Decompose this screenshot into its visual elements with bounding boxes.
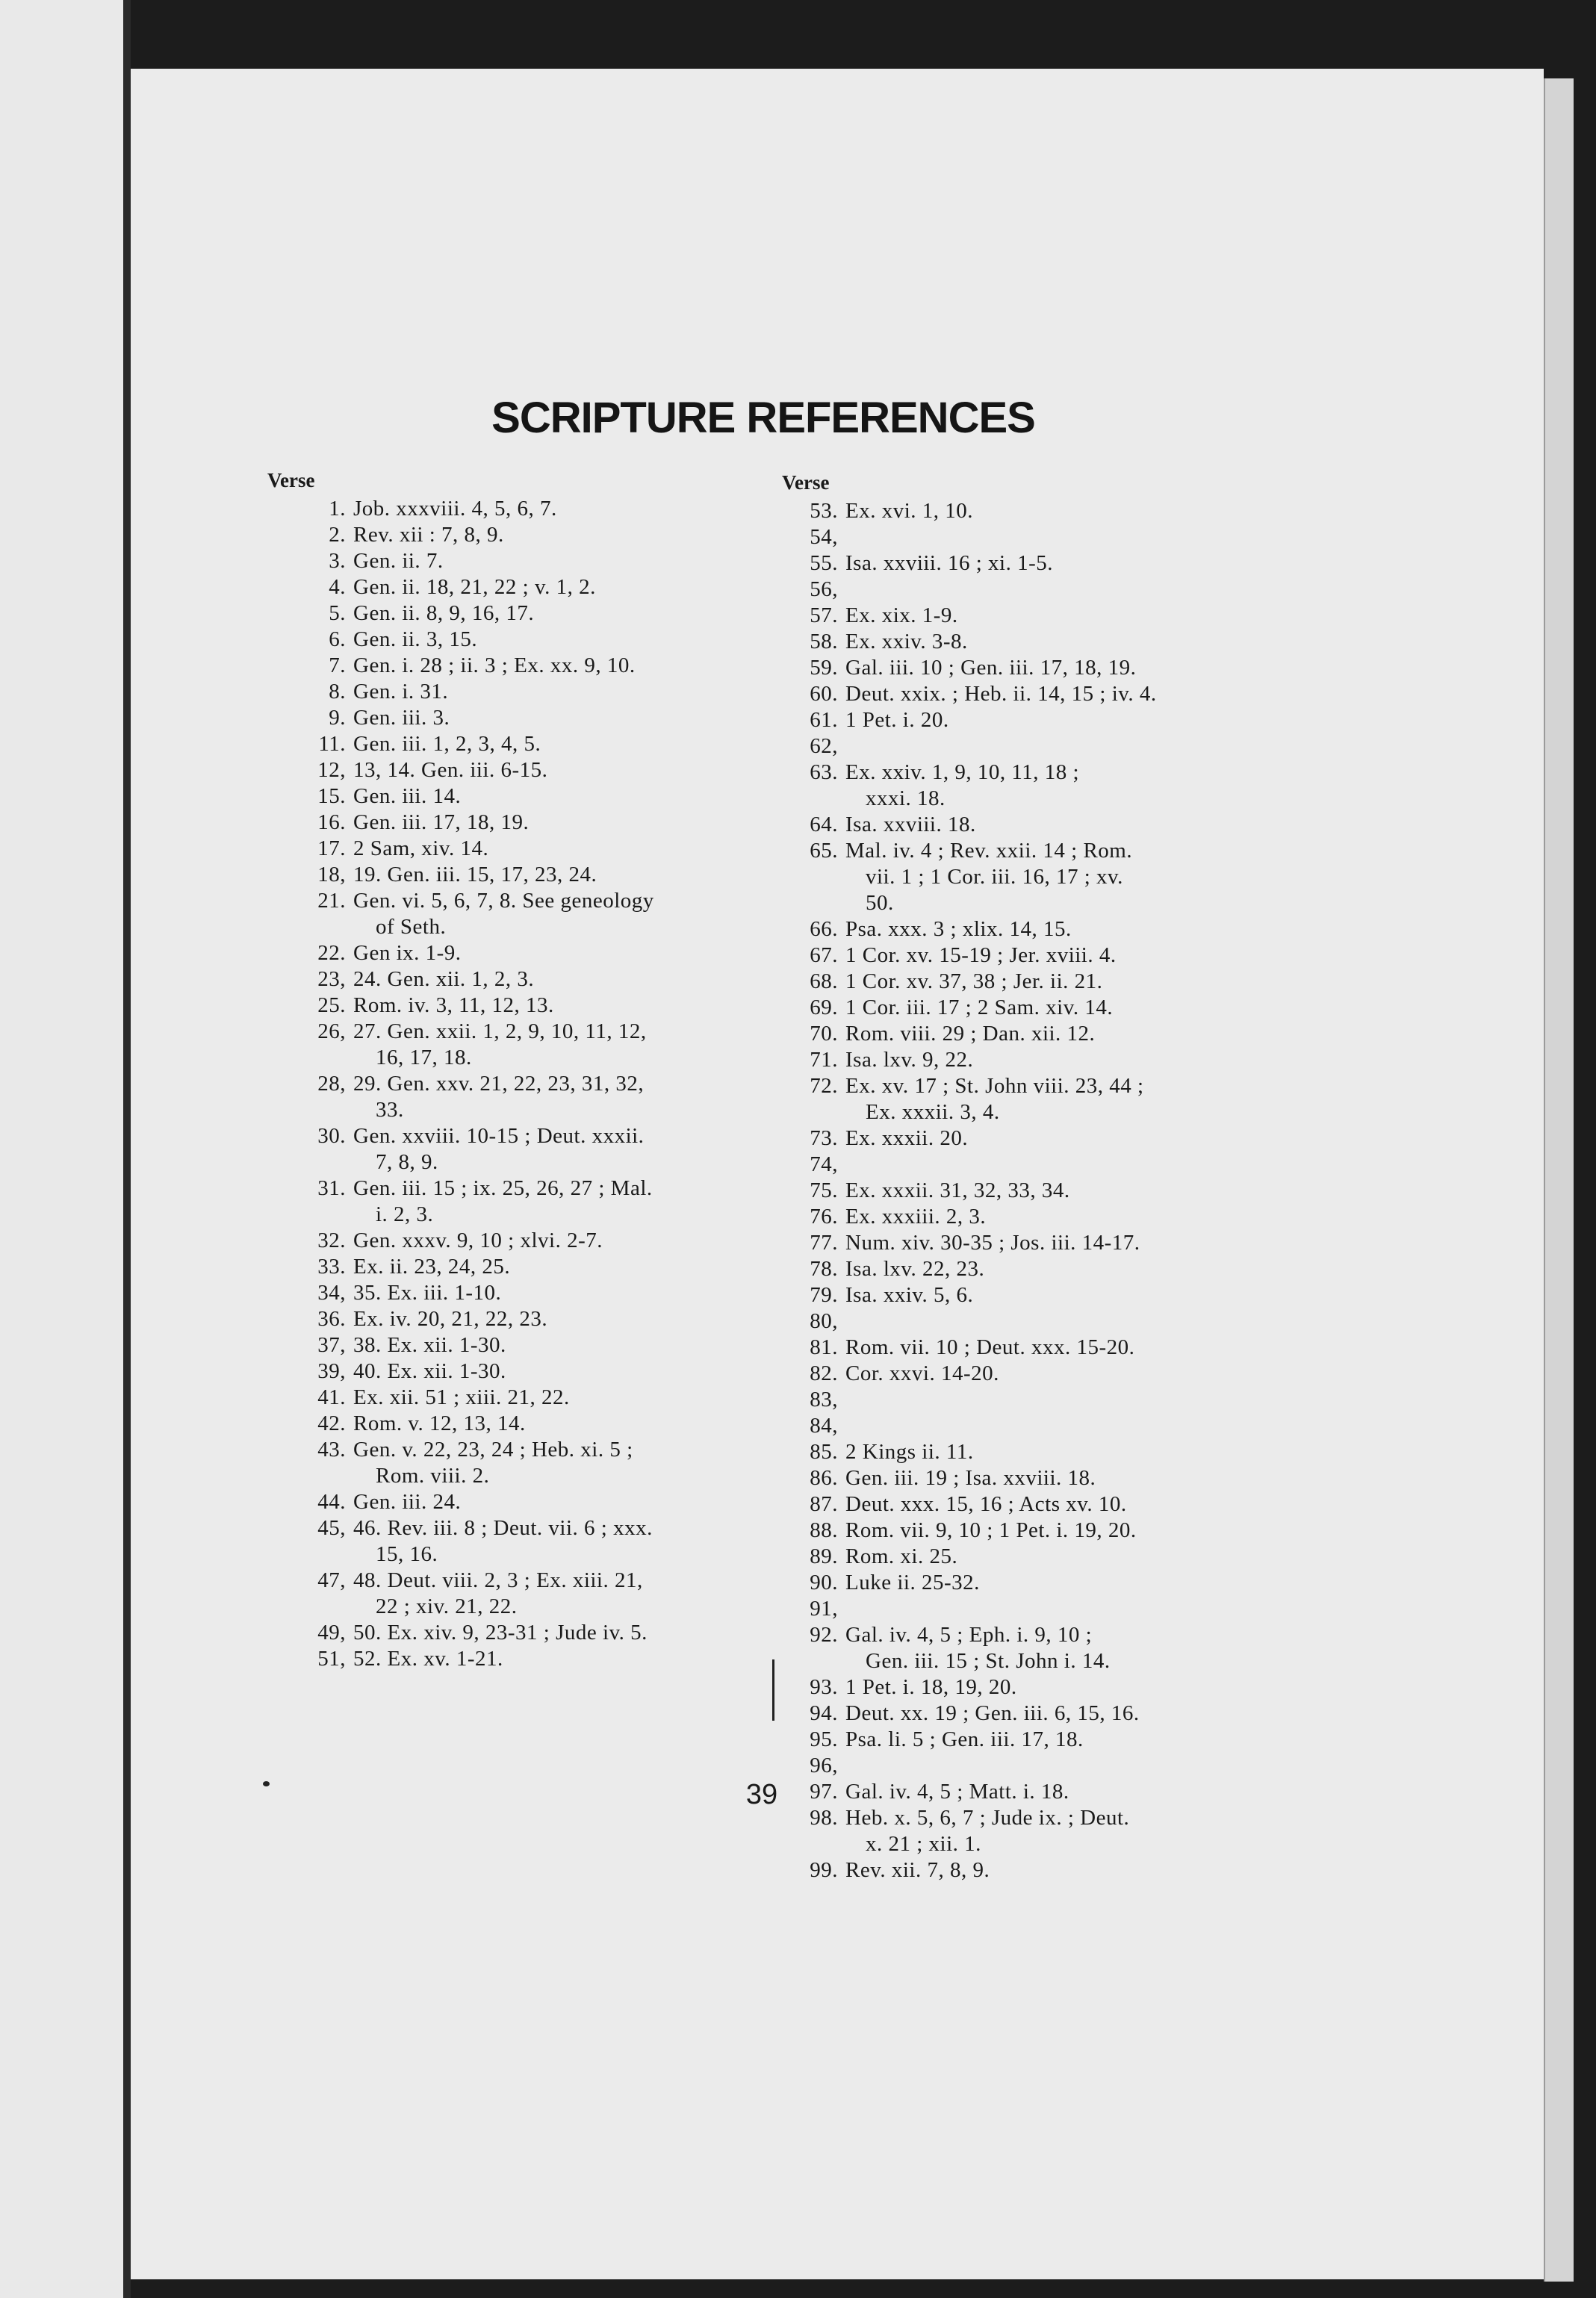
reference-entry (782, 498, 1290, 524)
reference-entry (267, 862, 753, 888)
verse-number: 30. (317, 1124, 346, 1148)
verse-number: 2. (329, 523, 346, 547)
reference-text: Isa. lxv. 9, 22. (845, 1048, 974, 1072)
verse-number: 3. (329, 549, 346, 573)
verse-number: 53. (810, 499, 838, 523)
reference-entry (782, 1674, 1290, 1701)
reference-text: 1 Cor. xv. 37, 38 ; Jer. ii. 21. (845, 969, 1103, 993)
reference-entry (782, 812, 1290, 838)
verse-number: 73. (810, 1126, 838, 1150)
reference-text: Gen. vi. 5, 6, 7, 8. See geneology (353, 889, 654, 913)
reference-text: Gal. iv. 4, 5 ; Eph. i. 9, 10 ; (845, 1623, 1093, 1647)
reference-text: Cor. xxvi. 14-20. (845, 1361, 999, 1385)
page-title: SCRIPTURE REFERENCES (491, 394, 1035, 442)
verse-number: 37, (317, 1333, 346, 1357)
reference-entry (267, 940, 753, 966)
reference-entry (267, 1358, 753, 1385)
reference-entry (782, 1308, 1290, 1361)
verse-number: 56, 57. (810, 577, 838, 627)
verse-number: 11. (318, 732, 346, 756)
reference-continuation: x. 21 ; xii. 1. (866, 1832, 981, 1856)
reference-text: 38. Ex. xii. 1-30. (353, 1333, 506, 1357)
reference-entry (782, 916, 1290, 943)
reference-text: Gen. ii. 18, 21, 22 ; v. 1, 2. (353, 575, 596, 599)
reference-entry (782, 1230, 1290, 1256)
reference-entry (267, 705, 753, 731)
reference-entry (267, 783, 753, 810)
reference-text: Gen. xxxv. 9, 10 ; xlvi. 2-7. (353, 1229, 603, 1252)
reference-entry (782, 1491, 1290, 1518)
verse-number: 70. (810, 1022, 838, 1046)
reference-entry (782, 1727, 1290, 1753)
verse-number: 31. (317, 1176, 346, 1200)
page-number: 39 (745, 1779, 778, 1810)
reference-entry (782, 1361, 1290, 1387)
verse-number: 26, (317, 1019, 346, 1043)
reference-continuation: Rom. viii. 2. (376, 1464, 490, 1488)
verse-number: 45, (317, 1516, 346, 1540)
reference-text: Gen. iii. 3. (353, 706, 450, 730)
page-right-edge (1544, 78, 1574, 2282)
reference-text: Gen. iii. 19 ; Isa. xxviii. 18. (845, 1466, 1096, 1490)
reference-text: Gen. ii. 8, 9, 16, 17. (353, 601, 535, 625)
reference-entry (782, 1282, 1290, 1308)
verse-number: 60. (810, 682, 838, 706)
reference-continuation: i. 2, 3. (376, 1202, 434, 1226)
reference-text: Ex. xv. 17 ; St. John viii. 23, 44 ; (845, 1074, 1144, 1098)
verse-number: 82. (810, 1361, 838, 1385)
reference-text: Gen. xxviii. 10-15 ; Deut. xxxii. (353, 1124, 645, 1148)
verse-number: 71. (810, 1048, 838, 1072)
reference-entry (782, 1387, 1290, 1465)
reference-continuation: 16, 17, 18. (376, 1046, 472, 1069)
reference-entry (267, 1515, 753, 1568)
reference-entry (782, 707, 1290, 733)
reference-entry (267, 1176, 753, 1228)
reference-text: Rev. xii. 7, 8, 9. (845, 1858, 990, 1882)
reference-text: 2 Kings ii. 11. (845, 1440, 974, 1464)
left-entries-list (267, 496, 753, 1672)
reference-entry (782, 995, 1290, 1021)
reference-entry (782, 577, 1290, 629)
reference-text: Gen. ii. 7. (353, 549, 444, 573)
reference-text: Isa. xxviii. 18. (845, 813, 976, 836)
verse-number: 89. (810, 1544, 838, 1568)
verse-number: 41. (317, 1385, 346, 1409)
reference-text: 2 Sam, xiv. 14. (353, 836, 489, 860)
verse-number: 6. (329, 627, 346, 651)
reference-text: Deut. xxx. 15, 16 ; Acts xv. 10. (845, 1492, 1127, 1516)
reference-text: Isa. lxv. 22, 23. (845, 1257, 985, 1281)
reference-text: 19. Gen. iii. 15, 17, 23, 24. (353, 863, 597, 886)
reference-text: 1 Pet. i. 20. (845, 708, 949, 732)
reference-entry (782, 1570, 1290, 1596)
verse-number: 99. (810, 1858, 838, 1882)
reference-text: Rom. vii. 9, 10 ; 1 Pet. i. 19, 20. (845, 1518, 1137, 1542)
reference-entry (782, 1857, 1290, 1884)
reference-text: Ex. xxxiii. 2, 3. (845, 1205, 987, 1229)
reference-entry (782, 838, 1290, 916)
left-page-edge (0, 0, 131, 2298)
reference-entry (782, 1073, 1290, 1125)
reference-entry (267, 1568, 753, 1620)
reference-text: Gen. iii. 17, 18, 19. (353, 810, 530, 834)
reference-text: Luke ii. 25-32. (845, 1571, 980, 1594)
reference-entry (267, 574, 753, 600)
verse-number: 61. (810, 708, 838, 732)
verse-number: 15. (317, 784, 346, 808)
reference-text: Psa. xxx. 3 ; xlix. 14, 15. (845, 917, 1072, 941)
verse-number: 17. (317, 836, 346, 860)
reference-entry (267, 496, 753, 522)
reference-entry (267, 757, 753, 783)
reference-text: Gal. iv. 4, 5 ; Matt. i. 18. (845, 1780, 1069, 1804)
verse-number: 94. (810, 1701, 838, 1725)
verse-number: 8. (329, 680, 346, 704)
reference-entry (267, 1228, 753, 1254)
reference-entry (267, 966, 753, 993)
reference-entry (267, 1019, 753, 1071)
reference-text: 24. Gen. xii. 1, 2, 3. (353, 967, 535, 991)
margin-rule (772, 1659, 774, 1721)
verse-number: 9. (329, 706, 346, 730)
reference-text: 29. Gen. xxv. 21, 22, 23, 31, 32, (353, 1072, 645, 1096)
print-speck (263, 1781, 270, 1786)
verse-number: 18, (317, 863, 346, 886)
reference-text: Rom. vii. 10 ; Deut. xxx. 15-20. (845, 1335, 1135, 1359)
reference-continuation: 33. (376, 1098, 404, 1122)
verse-number: 65. (810, 839, 838, 863)
reference-entry (267, 810, 753, 836)
reference-text: Ex. xix. 1-9. (845, 603, 958, 627)
reference-entry (782, 1204, 1290, 1230)
left-column-heading: Verse (267, 469, 315, 491)
verse-number: 86. (810, 1466, 838, 1490)
verse-number: 91, 92. (810, 1597, 838, 1647)
verse-number: 83, 84, 85. (810, 1388, 838, 1464)
reference-entry (267, 993, 753, 1019)
reference-continuation: Gen. iii. 15 ; St. John i. 14. (866, 1649, 1111, 1673)
reference-entry (267, 1489, 753, 1515)
reference-text: 13, 14. Gen. iii. 6-15. (353, 758, 548, 782)
reference-entry (267, 731, 753, 757)
reference-entry (782, 1465, 1290, 1491)
reference-continuation: xxxi. 18. (866, 786, 946, 810)
reference-text: Deut. xx. 19 ; Gen. iii. 6, 15, 16. (845, 1701, 1140, 1725)
reference-text: Isa. xxviii. 16 ; xi. 1-5. (845, 551, 1054, 575)
reference-text: Ex. xxiv. 1, 9, 10, 11, 18 ; (845, 760, 1080, 784)
reference-entry (267, 888, 753, 940)
reference-text: Gen. iii. 1, 2, 3, 4, 5. (353, 732, 541, 756)
reference-entry (267, 1411, 753, 1437)
reference-entry (782, 524, 1290, 577)
reference-entry (267, 1071, 753, 1123)
reference-text: Ex. xxxii. 20. (845, 1126, 969, 1150)
verse-number: 39, (317, 1359, 346, 1383)
reference-entry (267, 836, 753, 862)
reference-entry (267, 548, 753, 574)
verse-number: 43. (317, 1438, 346, 1462)
reference-text: Ex. xxiv. 3-8. (845, 630, 968, 653)
verse-number: 44. (317, 1490, 346, 1514)
reference-entry (782, 1021, 1290, 1047)
reference-entry (267, 1646, 753, 1672)
reference-entry (267, 1385, 753, 1411)
reference-text: Gen. iii. 14. (353, 784, 462, 808)
verse-number: 1. (329, 497, 346, 521)
reference-entry (267, 522, 753, 548)
reference-entry (782, 681, 1290, 707)
verse-number: 23, (317, 967, 346, 991)
reference-continuation: of Seth. (376, 915, 447, 939)
verse-number: 7. (329, 653, 346, 677)
verse-number: 87. (810, 1492, 838, 1516)
verse-number: 12, (317, 758, 346, 782)
verse-number: 80, 81. (810, 1309, 838, 1359)
verse-number: 78. (810, 1257, 838, 1281)
verse-number: 47, (317, 1568, 346, 1592)
reference-text: 1 Pet. i. 18, 19, 20. (845, 1675, 1017, 1699)
verse-number: 34, (317, 1281, 346, 1305)
verse-number: 22. (317, 941, 346, 965)
reference-text: Isa. xxiv. 5, 6. (845, 1283, 974, 1307)
verse-number: 21. (317, 889, 346, 913)
verse-number: 93. (810, 1675, 838, 1699)
reference-text: 27. Gen. xxii. 1, 2, 9, 10, 11, 12, (353, 1019, 647, 1043)
verse-number: 32. (317, 1229, 346, 1252)
verse-number: 28, (317, 1072, 346, 1096)
reference-text: Ex. xxxii. 31, 32, 33, 34. (845, 1178, 1070, 1202)
reference-text: Rom. iv. 3, 11, 12, 13. (353, 993, 554, 1017)
verse-number: 59. (810, 656, 838, 680)
reference-text: Gen. ii. 3, 15. (353, 627, 478, 651)
verse-number: 90. (810, 1571, 838, 1594)
verse-number: 79. (810, 1283, 838, 1307)
verse-number: 54, 55. (810, 525, 838, 575)
reference-entry (782, 1701, 1290, 1727)
reference-entry (782, 1047, 1290, 1073)
left-reference-column (267, 465, 753, 1672)
reference-entry (267, 1306, 753, 1332)
reference-entry (267, 600, 753, 627)
reference-text: Rom. v. 12, 13, 14. (353, 1412, 526, 1435)
reference-entry (782, 1596, 1290, 1674)
verse-number: 96, 97. (810, 1754, 838, 1804)
reference-text: 1 Cor. iii. 17 ; 2 Sam. xiv. 14. (845, 996, 1114, 1019)
reference-entry (267, 1332, 753, 1358)
reference-text: 40. Ex. xii. 1-30. (353, 1359, 506, 1383)
verse-number: 5. (329, 601, 346, 625)
reference-text: Mal. iv. 4 ; Rev. xxii. 14 ; Rom. (845, 839, 1133, 863)
reference-text: Gen. iii. 24. (353, 1490, 462, 1514)
reference-text: Rev. xii : 7, 8, 9. (353, 523, 504, 547)
verse-number: 62, 63. (810, 734, 838, 784)
reference-entry (267, 653, 753, 679)
reference-entry (782, 1152, 1290, 1204)
reference-entry (782, 1544, 1290, 1570)
reference-entry (267, 1280, 753, 1306)
verse-number: 72. (810, 1074, 838, 1098)
reference-entry (267, 627, 753, 653)
right-column-heading: Verse (782, 471, 830, 494)
reference-text: 1 Cor. xv. 15-19 ; Jer. xviii. 4. (845, 943, 1117, 967)
reference-entry (782, 1518, 1290, 1544)
verse-number: 76. (810, 1205, 838, 1229)
reference-text: 48. Deut. viii. 2, 3 ; Ex. xiii. 21, (353, 1568, 643, 1592)
reference-entry (267, 1620, 753, 1646)
reference-text: Ex. ii. 23, 24, 25. (353, 1255, 511, 1279)
reference-continuation: 22 ; xiv. 21, 22. (376, 1594, 518, 1618)
verse-number: 36. (317, 1307, 346, 1331)
reference-text: 46. Rev. iii. 8 ; Deut. vii. 6 ; xxx. (353, 1516, 653, 1540)
verse-number: 4. (329, 575, 346, 599)
reference-text: 35. Ex. iii. 1-10. (353, 1281, 502, 1305)
reference-entry (782, 1753, 1290, 1805)
verse-number: 16. (317, 810, 346, 834)
reference-text: Job. xxxviii. 4, 5, 6, 7. (353, 497, 557, 521)
reference-text: Ex. iv. 20, 21, 22, 23. (353, 1307, 548, 1331)
reference-text: Num. xiv. 30-35 ; Jos. iii. 14-17. (845, 1231, 1140, 1255)
reference-text: 52. Ex. xv. 1-21. (353, 1647, 503, 1671)
reference-text: Heb. x. 5, 6, 7 ; Jude ix. ; Deut. (845, 1806, 1130, 1830)
verse-number: 95. (810, 1727, 838, 1751)
reference-entry (267, 1123, 753, 1176)
reference-continuation: vii. 1 ; 1 Cor. iii. 16, 17 ; xv. (866, 865, 1123, 889)
verse-number: 69. (810, 996, 838, 1019)
reference-continuation: 7, 8, 9. (376, 1150, 438, 1174)
verse-number: 88. (810, 1518, 838, 1542)
reference-continuation: 15, 16. (376, 1542, 438, 1566)
reference-entry (782, 1805, 1290, 1857)
verse-number: 58. (810, 630, 838, 653)
verse-number: 25. (317, 993, 346, 1017)
reference-text: Gen. i. 28 ; ii. 3 ; Ex. xx. 9, 10. (353, 653, 636, 677)
reference-entry (782, 655, 1290, 681)
reference-entry (267, 1437, 753, 1489)
verse-number: 66. (810, 917, 838, 941)
verse-number: 67. (810, 943, 838, 967)
reference-entry (782, 969, 1290, 995)
verse-number: 49, (317, 1621, 346, 1645)
right-reference-column (782, 467, 1290, 1884)
reference-text: Gen. i. 31. (353, 680, 449, 704)
verse-number: 77. (810, 1231, 838, 1255)
reference-text: 50. Ex. xiv. 9, 23-31 ; Jude iv. 5. (353, 1621, 648, 1645)
verse-number: 68. (810, 969, 838, 993)
reference-text: Gen ix. 1-9. (353, 941, 462, 965)
reference-continuation: Ex. xxxii. 3, 4. (866, 1100, 1000, 1124)
reference-entry (782, 629, 1290, 655)
reference-text: Psa. li. 5 ; Gen. iii. 17, 18. (845, 1727, 1084, 1751)
reference-continuation: 50. (866, 891, 894, 915)
verse-number: 51, (317, 1647, 346, 1671)
reference-entry (267, 679, 753, 705)
reference-entry (782, 733, 1290, 812)
verse-number: 64. (810, 813, 838, 836)
reference-entry (782, 943, 1290, 969)
verse-number: 42. (317, 1412, 346, 1435)
verse-number: 74, 75. (810, 1152, 838, 1202)
verse-number: 33. (317, 1255, 346, 1279)
reference-entry (782, 1256, 1290, 1282)
verse-number: 98. (810, 1806, 838, 1830)
reference-text: Deut. xxix. ; Heb. ii. 14, 15 ; iv. 4. (845, 682, 1157, 706)
reference-text: Gen. iii. 15 ; ix. 25, 26, 27 ; Mal. (353, 1176, 653, 1200)
reference-text: Rom. xi. 25. (845, 1544, 958, 1568)
reference-text: Gen. v. 22, 23, 24 ; Heb. xi. 5 ; (353, 1438, 633, 1462)
right-entries-list (782, 498, 1290, 1884)
reference-text: Gal. iii. 10 ; Gen. iii. 17, 18, 19. (845, 656, 1137, 680)
reference-entry (267, 1254, 753, 1280)
reference-text: Ex. xii. 51 ; xiii. 21, 22. (353, 1385, 570, 1409)
reference-text: Ex. xvi. 1, 10. (845, 499, 974, 523)
reference-text: Rom. viii. 29 ; Dan. xii. 12. (845, 1022, 1096, 1046)
reference-entry (782, 1125, 1290, 1152)
